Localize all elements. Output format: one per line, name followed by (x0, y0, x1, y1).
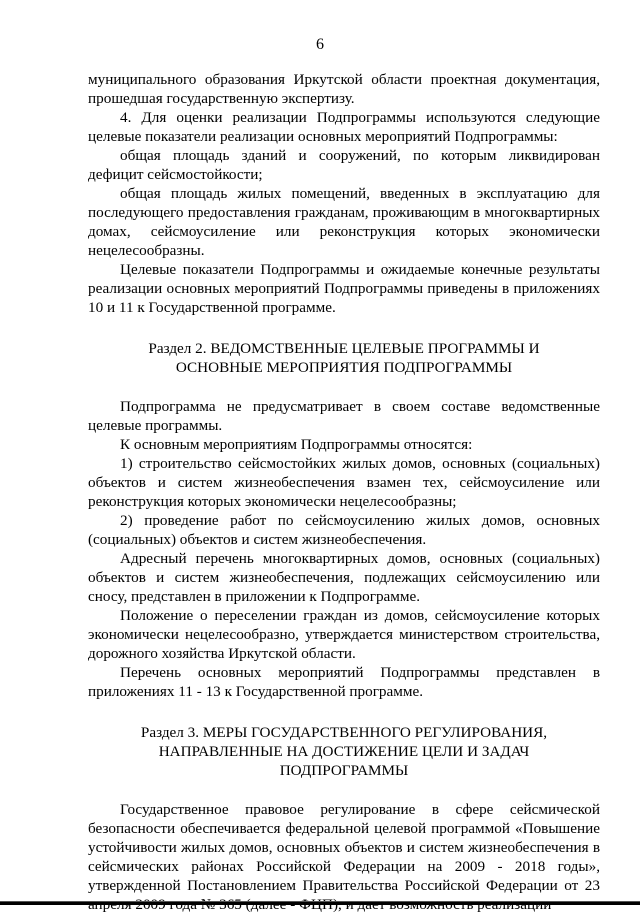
page-number: 6 (316, 36, 324, 53)
paragraph: Перечень основных мероприятий Подпрограммы представлен в приложениях 11 - 13 к Государственной программе. (88, 664, 600, 700)
document-body (88, 70, 600, 914)
paragraph: Подпрограмма не предусматривает в своем составе ведомственные целевые программы. (88, 398, 600, 434)
paragraph: муниципального образования Иркутской области проектная документация, прошедшая государственную экспертизу. (88, 71, 600, 107)
section-heading-line: Раздел 2. ВЕДОМСТВЕННЫЕ ЦЕЛЕВЫЕ ПРОГРАММЫ И (148, 340, 540, 357)
section-heading-line: ОСНОВНЫЕ МЕРОПРИЯТИЯ ПОДПРОГРАММЫ (175, 359, 513, 376)
paragraph: Адресный перечень многоквартирных домов, основных (социальных) объектов и систем жизнеобеспечения, подлежащих сейсмоусилению или сносу, представлен в приложении к Подпрограмме. (88, 550, 600, 605)
paragraph: Положение о переселении граждан из домов, сейсмоусиление которых экономически нецелесообразно, утверждается министерством строительства, дорожного хозяйства Иркутской области. (88, 607, 600, 662)
paragraph: Государственное правовое регулирование в сфере сейсмической безопасности обеспечивается федеральной целевой программой «Повышение устойчивости жилых домов, основных объектов и систем жизнеобеспечения в сейсмических районах Российской Федерации на 2009 - 2018 годы», утвержденной Постановлением Правительства Российской Федерации от 23 (88, 801, 600, 894)
section-2-heading (88, 339, 600, 377)
section-heading-line: Раздел 3. МЕРЫ ГОСУДАРСТВЕННОГО РЕГУЛИРОВАНИЯ, (140, 724, 548, 741)
paragraph: К основным мероприятиям Подпрограммы относятся: (120, 436, 473, 453)
paragraph: общая площадь зданий и сооружений, по которым ликвидирован дефицит сейсмостойкости; (88, 147, 600, 183)
list-item: 1) строительство сейсмостойких жилых домов, основных (социальных) объектов и систем жизнеобеспечения взамен тех, сейсмоусиление или реконструкция которых экономически нецелесообразны; (88, 455, 600, 510)
list-item: 2) проведение работ по сейсмоусилению жилых домов, основных (социальных) объектов и систем жизнеобеспечения. (88, 512, 600, 548)
section-heading-line: ПОДПРОГРАММЫ (279, 762, 409, 779)
paragraph: Целевые показатели Подпрограммы и ожидаемые конечные результаты реализации основных мероприятий Подпрограммы приведены в приложениях 10 и 11 к Государственной программе. (88, 261, 600, 316)
paragraph: общая площадь жилых помещений, введенных в эксплуатацию для последующего предоставления гражданам, проживающим в многоквартирных домах, сейсмоусиление или реконструкция которых экономически нецелесообразны. (88, 185, 600, 259)
paragraph: 4. Для оценки реализации Подпрограммы используются следующие целевые показатели реализации основных мероприятий Подпрограммы: (88, 109, 600, 145)
section-3-heading (88, 723, 600, 780)
section-heading-line: НАПРАВЛЕННЫЕ НА ДОСТИЖЕНИЕ ЦЕЛИ И ЗАДАЧ (158, 743, 530, 760)
